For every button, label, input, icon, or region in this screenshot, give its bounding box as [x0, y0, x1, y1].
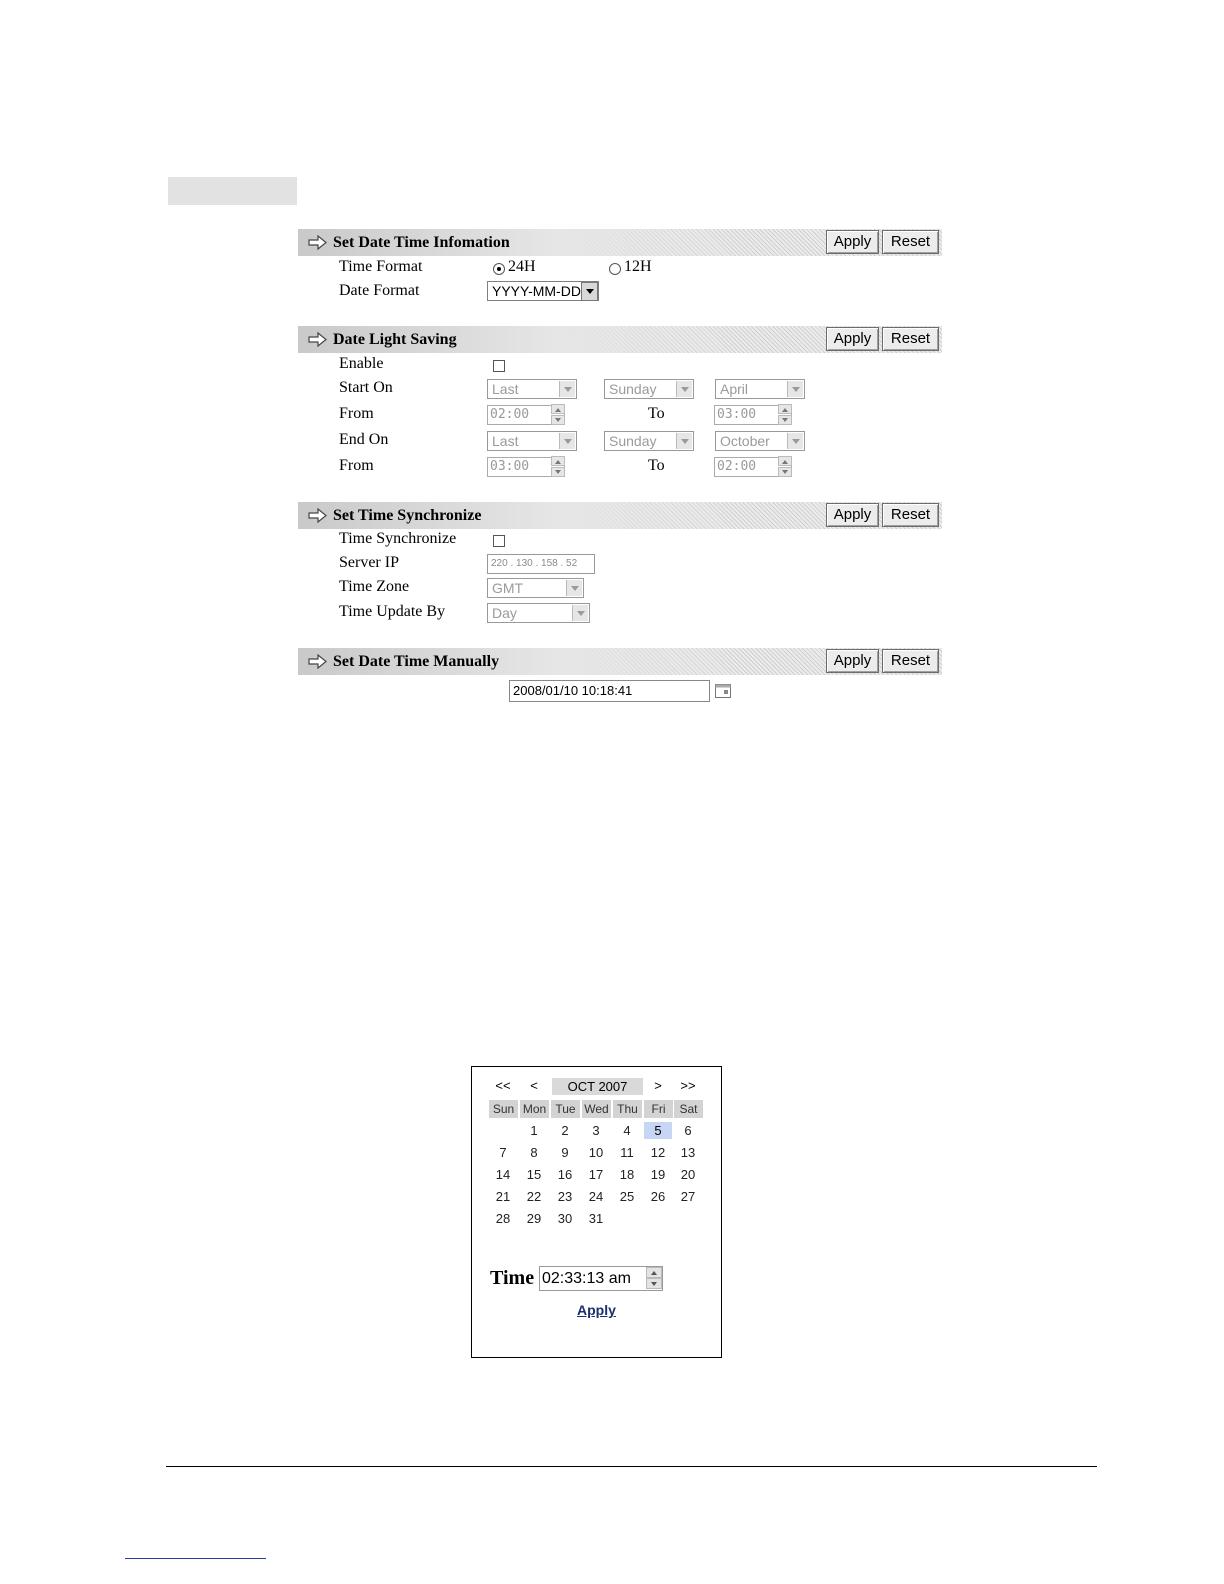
calendar-day[interactable]: 21	[495, 1189, 511, 1204]
section-title: Set Date Time Manually	[333, 653, 500, 670]
apply-button[interactable]: Apply	[826, 649, 879, 673]
radio-24h[interactable]	[493, 263, 505, 275]
weekday-header: Tue	[551, 1100, 580, 1118]
start-month-select[interactable]	[715, 379, 805, 399]
reset-button[interactable]: Reset	[882, 649, 939, 673]
dropdown-arrow-icon	[787, 433, 803, 449]
dst-enable-checkbox[interactable]	[493, 360, 505, 372]
apply-button[interactable]: Apply	[826, 503, 879, 527]
spin-up-icon[interactable]	[778, 456, 792, 466]
apply-button[interactable]: Apply	[826, 327, 879, 351]
calendar-month-label: OCT 2007	[552, 1078, 643, 1095]
arrow-right-icon	[308, 235, 327, 250]
sync-panel	[298, 502, 942, 621]
end-from-value: 03:00	[490, 459, 530, 474]
calendar-day[interactable]: 11	[620, 1145, 634, 1160]
spin-up-icon[interactable]	[551, 404, 565, 414]
reset-button[interactable]: Reset	[882, 327, 939, 351]
calendar-icon[interactable]	[715, 684, 731, 698]
calendar-day[interactable]: 8	[530, 1145, 538, 1160]
dropdown-arrow-icon	[787, 381, 803, 397]
calendar-day[interactable]: 2	[561, 1123, 569, 1138]
start-to-value: 03:00	[717, 407, 757, 422]
spin-down-icon[interactable]	[778, 415, 792, 425]
calendar-day[interactable]: 16	[557, 1167, 573, 1182]
calendar-day[interactable]: 13	[680, 1145, 696, 1160]
enable-label: Enable	[339, 355, 384, 372]
dropdown-arrow-icon	[676, 381, 692, 397]
reset-button[interactable]: Reset	[882, 230, 939, 254]
date-format-select[interactable]	[487, 281, 599, 301]
time-format-label: Time Format	[339, 258, 423, 275]
section-header	[298, 648, 942, 675]
end-month-select[interactable]	[715, 431, 805, 451]
spin-up-icon[interactable]	[646, 1267, 662, 1278]
server-ip-input[interactable]: 220 . 130 . 158 . 52	[487, 554, 595, 574]
apply-button[interactable]: Apply	[826, 230, 879, 254]
server-ip-label: Server IP	[339, 554, 399, 571]
calendar-day[interactable]: 12	[650, 1145, 666, 1160]
time-sync-checkbox[interactable]	[493, 535, 505, 547]
weekday-header: Sun	[489, 1100, 518, 1118]
calendar-day[interactable]: 18	[619, 1167, 635, 1182]
end-day-value: Sunday	[609, 433, 657, 449]
next-month-button[interactable]: >	[654, 1078, 662, 1093]
time-sync-label: Time Synchronize	[339, 530, 457, 547]
section-title: Date Light Saving	[333, 331, 457, 348]
end-month-value: October	[720, 433, 770, 449]
calendar-day[interactable]: 6	[684, 1123, 692, 1138]
calendar-day[interactable]: 24	[588, 1189, 604, 1204]
weekday-header: Mon	[520, 1100, 549, 1118]
section-title: Set Time Synchronize	[333, 507, 482, 524]
time-value: 02:33:13 am	[542, 1270, 631, 1287]
weekday-header: Thu	[613, 1100, 642, 1118]
arrow-right-icon	[308, 654, 327, 669]
next-year-button[interactable]: >>	[680, 1078, 696, 1093]
calendar-day[interactable]: 22	[526, 1189, 542, 1204]
time-zone-select[interactable]	[487, 578, 584, 598]
footer-link-underline	[125, 1558, 266, 1559]
calendar-day[interactable]: 27	[680, 1189, 696, 1204]
end-week-value: Last	[492, 433, 519, 449]
calendar-day[interactable]: 1	[530, 1123, 538, 1138]
start-month-value: April	[720, 381, 749, 397]
section-header	[298, 229, 942, 256]
update-by-value: Day	[492, 605, 517, 621]
reset-button[interactable]: Reset	[882, 503, 939, 527]
start-from-time-spinner[interactable]	[487, 405, 565, 425]
calendar-day[interactable]: 17	[588, 1167, 604, 1182]
spin-down-icon[interactable]	[551, 415, 565, 425]
calendar-day[interactable]: 15	[526, 1167, 542, 1182]
manual-panel	[298, 648, 942, 698]
date-format-value: YYYY-MM-DD	[492, 283, 581, 299]
weekday-header: Fri	[644, 1100, 673, 1118]
radio-12h[interactable]	[609, 263, 621, 275]
page-heading-box	[168, 177, 297, 205]
end-week-select[interactable]	[487, 431, 577, 451]
time-label: Time	[490, 1267, 535, 1289]
to-label: To	[648, 457, 665, 474]
calendar-popup	[471, 1066, 722, 1358]
prev-month-button[interactable]: <	[530, 1078, 538, 1093]
calendar-day[interactable]: 25	[619, 1189, 635, 1204]
update-by-select[interactable]	[487, 603, 590, 623]
calendar-day[interactable]: 19	[650, 1167, 666, 1182]
section-header	[298, 326, 942, 353]
end-to-time-spinner[interactable]	[714, 457, 792, 477]
from-label: From	[339, 405, 374, 422]
end-to-value: 02:00	[717, 459, 757, 474]
dropdown-arrow-icon	[559, 381, 575, 397]
dst-panel	[298, 326, 942, 474]
calendar-day[interactable]: 3	[592, 1123, 600, 1138]
start-day-value: Sunday	[609, 381, 657, 397]
calendar-day[interactable]: 30	[557, 1211, 573, 1226]
date-format-label: Date Format	[339, 282, 420, 299]
end-on-label: End On	[339, 431, 389, 448]
start-on-label: Start On	[339, 379, 393, 396]
start-day-select[interactable]	[604, 379, 694, 399]
spin-down-icon[interactable]	[646, 1278, 662, 1289]
start-from-value: 02:00	[490, 407, 530, 422]
to-label: To	[648, 405, 665, 422]
start-week-value: Last	[492, 381, 519, 397]
arrow-right-icon	[308, 332, 327, 347]
calendar-day[interactable]: 9	[561, 1145, 569, 1160]
radio-24h-label: 24H	[508, 258, 536, 275]
dropdown-arrow-icon	[581, 282, 598, 301]
from-label: From	[339, 457, 374, 474]
end-day-select[interactable]	[604, 431, 694, 451]
section-title: Set Date Time Infomation	[333, 234, 510, 251]
arrow-right-icon	[308, 508, 327, 523]
calendar-day[interactable]: 14	[495, 1167, 511, 1182]
time-zone-value: GMT	[492, 580, 524, 596]
dropdown-arrow-icon	[676, 433, 692, 449]
start-week-select[interactable]	[487, 379, 577, 399]
calendar-day[interactable]: 7	[499, 1145, 507, 1160]
weekday-header: Sat	[674, 1100, 703, 1118]
spin-down-icon[interactable]	[778, 467, 792, 477]
time-zone-label: Time Zone	[339, 578, 410, 595]
end-from-time-spinner[interactable]	[487, 457, 565, 477]
spin-up-icon[interactable]	[778, 404, 792, 414]
spin-up-icon[interactable]	[551, 456, 565, 466]
spin-down-icon[interactable]	[551, 467, 565, 477]
dropdown-arrow-icon	[572, 605, 588, 621]
section-header	[298, 502, 942, 529]
start-to-time-spinner[interactable]	[714, 405, 792, 425]
calendar-day[interactable]: 28	[495, 1211, 511, 1226]
prev-year-button[interactable]: <<	[495, 1078, 511, 1093]
update-by-label: Time Update By	[339, 603, 446, 620]
datetime-input[interactable]: 2008/01/10 10:18:41	[509, 680, 710, 702]
dropdown-arrow-icon	[566, 580, 582, 596]
calendar-day[interactable]: 20	[680, 1167, 696, 1182]
dropdown-arrow-icon	[559, 433, 575, 449]
calendar-day[interactable]: 26	[650, 1189, 666, 1204]
datetime-info-panel	[298, 229, 942, 299]
calendar-day[interactable]: 5	[644, 1122, 672, 1139]
calendar-day[interactable]: 10	[588, 1145, 604, 1160]
radio-12h-label: 12H	[624, 258, 652, 275]
calendar-day[interactable]: 29	[526, 1211, 542, 1226]
calendar-day[interactable]: 23	[557, 1189, 573, 1204]
calendar-day[interactable]: 4	[623, 1123, 631, 1138]
weekday-header: Wed	[582, 1100, 611, 1118]
calendar-day[interactable]: 31	[588, 1211, 604, 1226]
footer-divider	[166, 1466, 1097, 1467]
calendar-apply-link[interactable]: Apply	[577, 1302, 616, 1318]
time-spinner-input[interactable]	[539, 1266, 663, 1291]
